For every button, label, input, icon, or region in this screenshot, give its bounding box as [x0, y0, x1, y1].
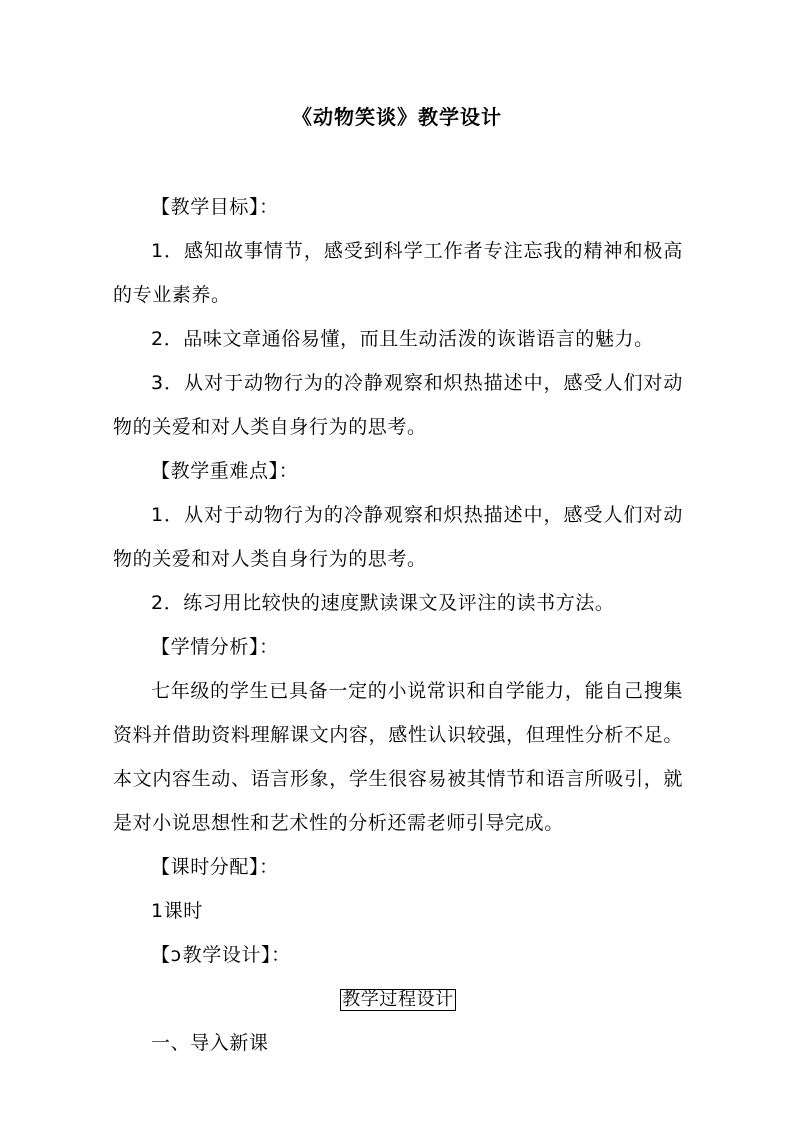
difficulty-2: 2．练习用比较快的速度默读课文及评注的读书方法。 — [151, 592, 615, 614]
heading-teaching-design — [113, 933, 683, 977]
student-analysis-text: 七年级的学生已具备一定的小说常识和自学能力，能自己搜集资料并借助资料理解课文内容，感性认识较强，但理性分析不足。本文内容生动、语言形象，学生很容易被其情节和语言所吸引，就是对小说思想性和艺术性的分析还需老师引导完成。 — [113, 680, 683, 834]
class-hours-value: 1课时 — [151, 900, 203, 922]
stray-mark: ɔ — [170, 944, 182, 966]
heading-teaching-design-label: 教学设计】： — [182, 944, 291, 966]
bracket-open: 【 — [151, 944, 171, 966]
boxed-label-row — [113, 977, 683, 1021]
document-body — [113, 185, 683, 1065]
heading-teaching-goals: 【教学目标】： — [151, 196, 279, 218]
goal-3: 3．从对于动物行为的冷静观察和炽热描述中，感受人们对动物的关爱和对人类自身行为的思考。 — [113, 372, 683, 438]
difficulty-1: 1．从对于动物行为的冷静观察和炽热描述中，感受人们对动物的关爱和对人类自身行为的思考。 — [113, 504, 683, 570]
heading-student-analysis: 【学情分析】： — [151, 636, 279, 658]
goal-1: 1．感知故事情节，感受到科学工作者专注忘我的精神和极高的专业素养。 — [113, 240, 683, 306]
section-introduction: 一、导入新课 — [151, 1032, 269, 1054]
teaching-process-design-box: 教学过程设计 — [342, 988, 454, 1010]
heading-class-hours: 【课时分配】： — [151, 856, 279, 878]
heading-key-difficulties: 【教学重难点】： — [151, 460, 299, 482]
goal-2: 2．品味文章通俗易懂，而且生动活泼的诙谐语言的魅力。 — [151, 328, 654, 350]
document-title: 《动物笑谈》教学设计 — [292, 105, 502, 129]
